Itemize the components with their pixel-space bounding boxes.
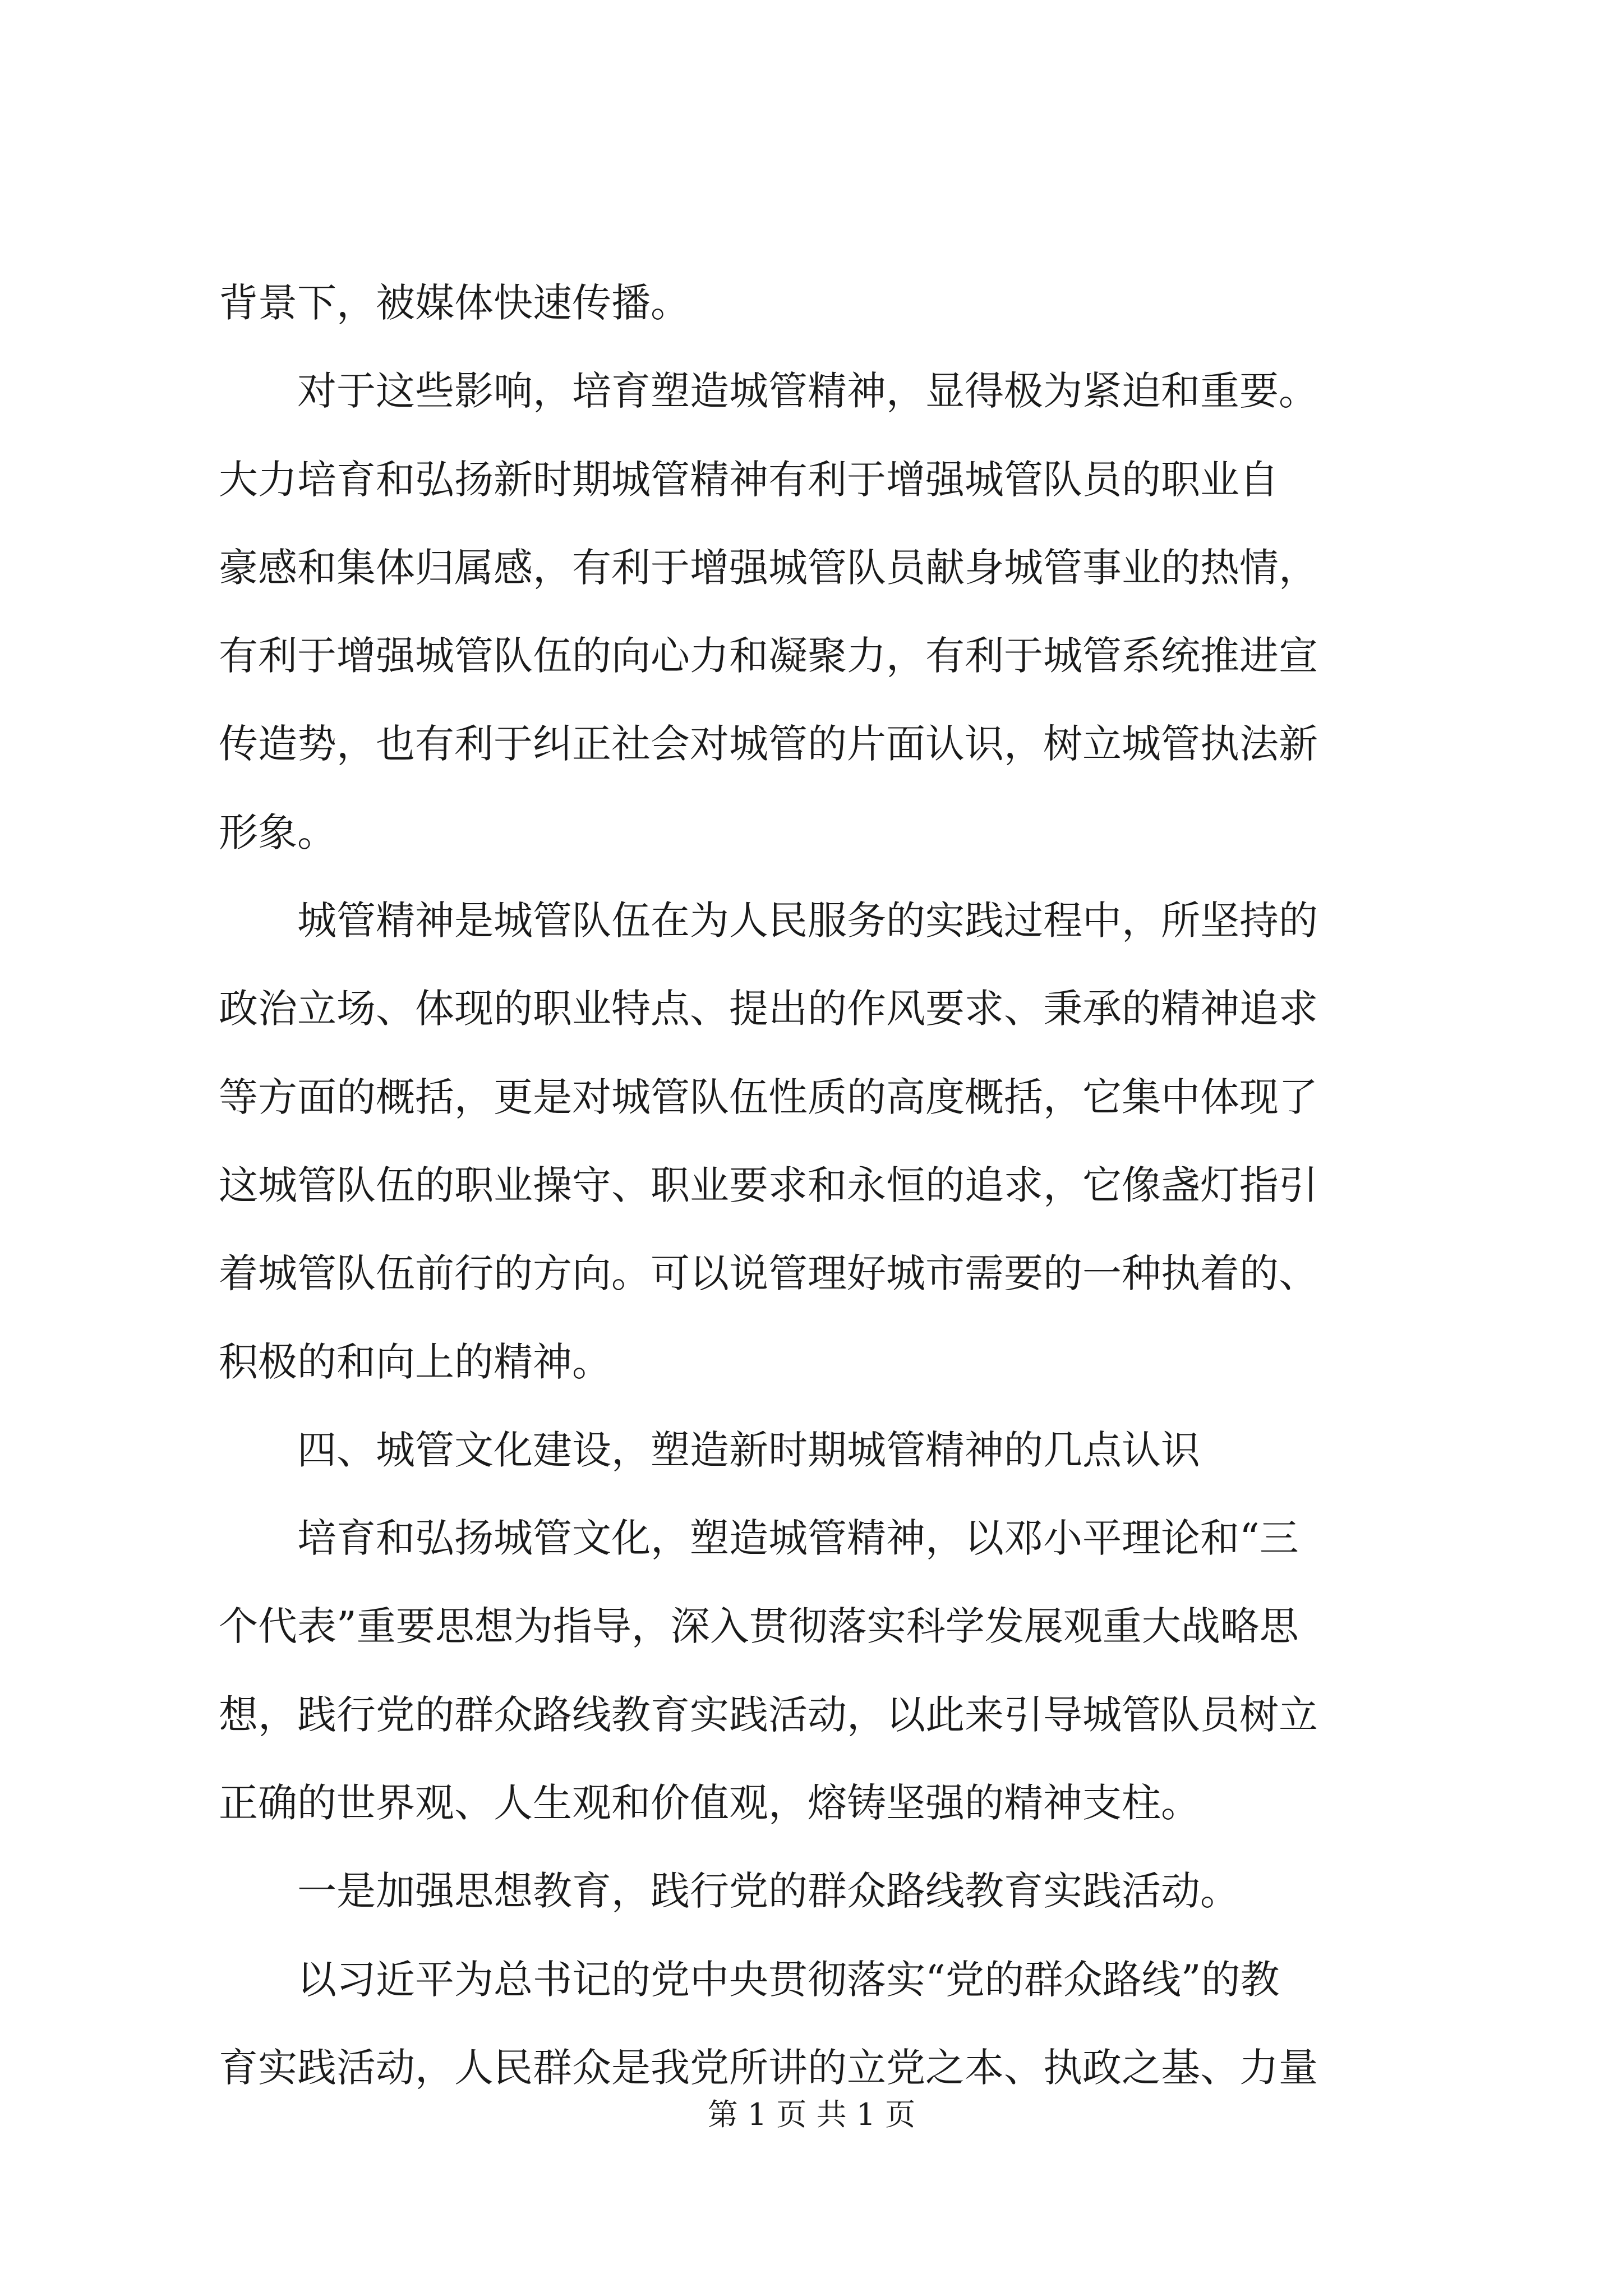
text-line: 形象。 [219,809,336,855]
text-line: 城管精神是城管队伍在为人民服务的实践过程中，所坚持的 [219,898,1318,944]
text-line: 豪感和集体归属感，有利于增强城管队员献身城管事业的热情， [219,544,1318,591]
text-line: 传造势，也有利于纠正社会对城管的片面认识，树立城管执法新 [219,721,1318,767]
text-line: 政治立场、体现的职业特点、提出的作风要求、秉承的精神追求 [219,986,1318,1032]
text-line: 背景下，被媒体快速传播。 [219,280,690,326]
text-line: 对于这些影响，培育塑造城管精神，显得极为紧迫和重要。 [219,368,1318,415]
text-line: 以习近平为总书记的党中央贯彻落实“党的群众路线”的教 [219,1956,1280,2003]
text-line: 个代表”重要思想为指导，深入贯彻落实科学发展观重大战略思 [219,1603,1299,1650]
body-text [219,259,1413,2112]
text-line: 培育和弘扬城管文化，塑造城管精神，以邓小平理论和“三 [219,1515,1299,1562]
text-line: 等方面的概括，更是对城管队伍性质的高度概括，它集中体现了 [219,1074,1318,1120]
text-line: 育实践活动，人民群众是我党所讲的立党之本、执政之基、力量 [219,2044,1318,2091]
text-line: 这城管队伍的职业操守、职业要求和永恒的追求，它像盏灯指引 [219,1162,1318,1208]
text-line: 想，践行党的群众路线教育实践活动，以此来引导城管队员树立 [219,1691,1318,1738]
text-line: 积极的和向上的精神。 [219,1338,611,1385]
subsection-heading: 一是加强思想教育，践行党的群众路线教育实践活动。 [219,1868,1239,1915]
page-footer: 第 1 页 共 1 页 [707,2097,916,2132]
text-line: 着城管队伍前行的方向。可以说管理好城市需要的一种执着的、 [219,1250,1318,1297]
text-line: 大力培育和弘扬新时期城管精神有利于增强城管队员的职业自 [219,456,1279,503]
text-line: 有利于增强城管队伍的向心力和凝聚力，有利于城管系统推进宣 [219,633,1318,679]
section-heading: 四、城管文化建设，塑造新时期城管精神的几点认识 [219,1427,1200,1473]
text-line: 正确的世界观、人生观和价值观，熔铸坚强的精神支柱。 [219,1780,1200,1826]
